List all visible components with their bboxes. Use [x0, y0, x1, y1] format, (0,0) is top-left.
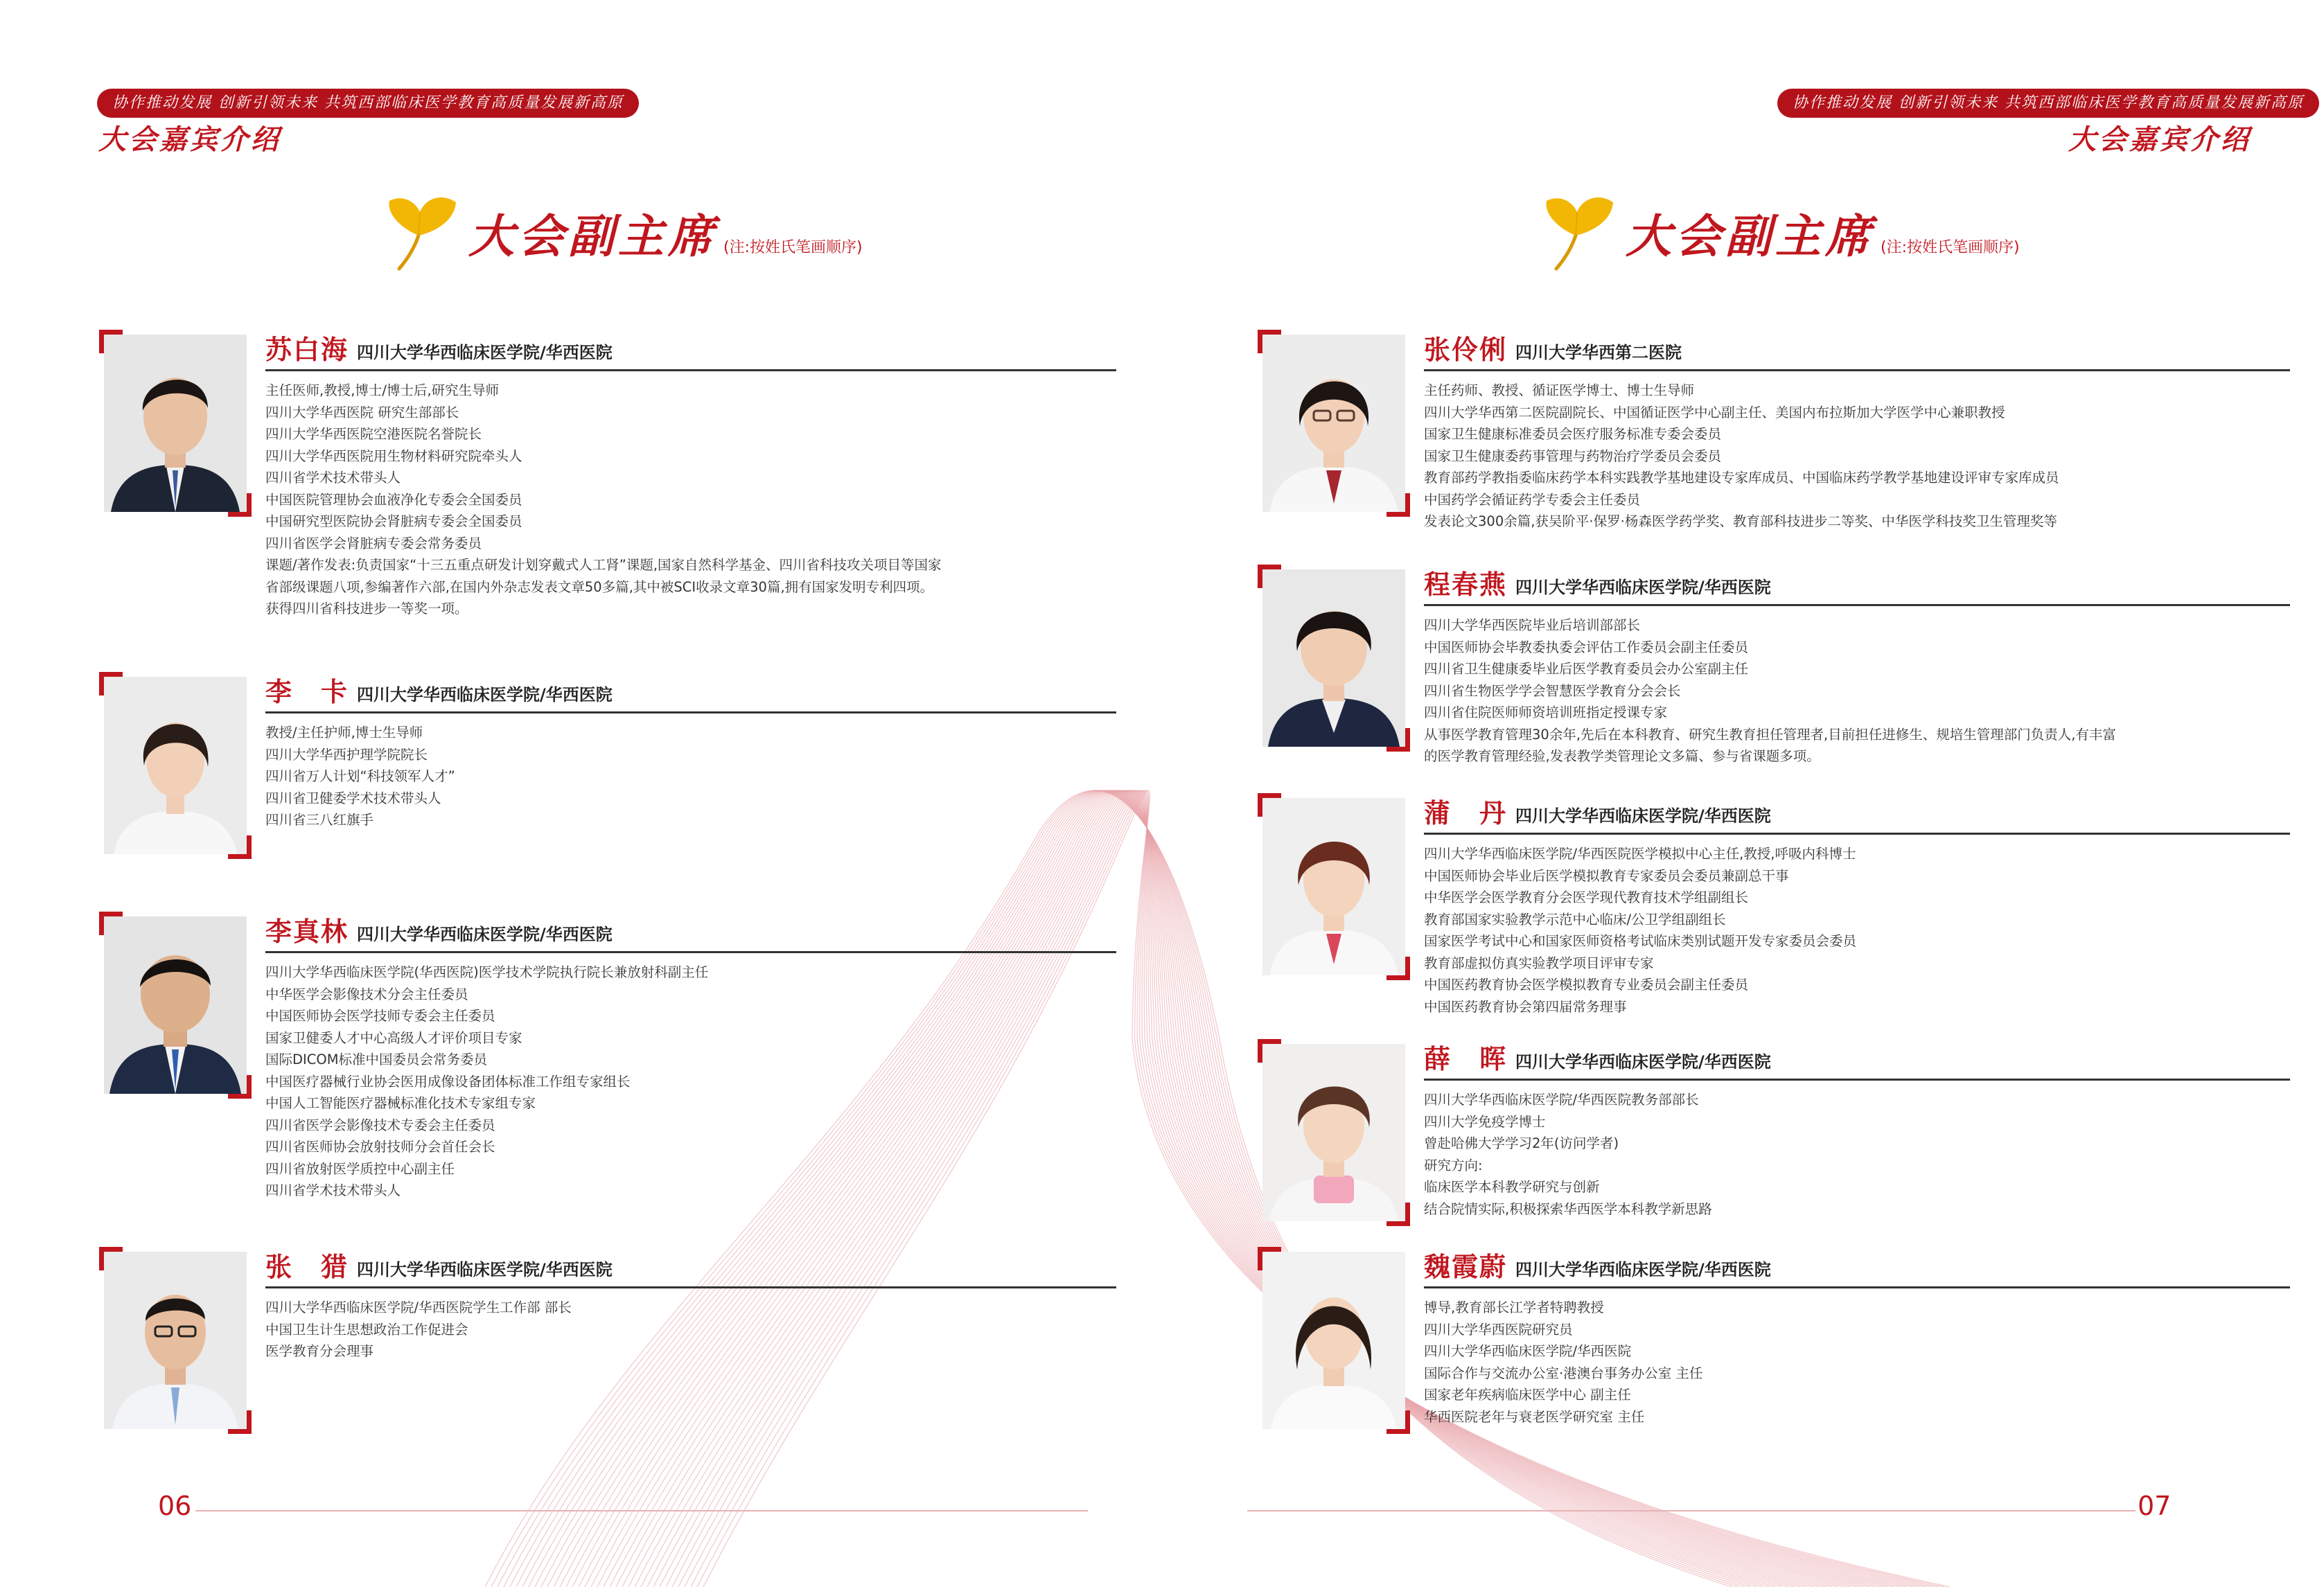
section-title-note: (注:按姓氏笔画顺序): [723, 238, 863, 256]
portrait-frame: [1258, 1247, 1410, 1434]
credential-line: 中华医学会医学教育分会医学现代教育技术学组副组长: [1424, 889, 1749, 905]
credential-line: 中国医师协会毕业后医学模拟教育专家委员会委员兼副总干事: [1424, 867, 1789, 884]
credential-line: 四川省住院医师师资培训班指定授课专家: [1424, 704, 1668, 720]
guest-affiliation: 四川大学华西临床医学院/华西医院: [357, 925, 613, 944]
credential-line: 中华医学会影像技术分会主任委员: [265, 986, 468, 1002]
guest-credentials: [1424, 1089, 2290, 1220]
page-number-right: 07: [2138, 1491, 2172, 1521]
credential-line: 主任药师、教授、循证医学博士、博士生导师: [1424, 382, 1695, 398]
portrait-photo: [104, 916, 247, 1094]
credential-line: 国家卫健委人才中心高级人才评价项目专家: [265, 1029, 522, 1046]
section-title-note: (注:按姓氏笔画顺序): [1881, 238, 2020, 256]
credential-line: 中国研究型医院协会肾脏病专委会全国委员: [265, 513, 522, 529]
credential-line: 曾赴哈佛大学学习2年(访问学者): [1424, 1135, 1619, 1151]
slogan-banner-left: 协作推动发展 创新引领未来 共筑西部临床医学教育高质量发展新高原: [97, 89, 639, 118]
credential-line: 四川省医师协会放射技师分会首任会长: [265, 1139, 495, 1155]
credential-line: 国家卫生健康委药事管理与药物治疗学委员会委员: [1424, 447, 1722, 464]
credential-line: 博导,教育部长江学者特聘教授: [1424, 1300, 1604, 1315]
guest-credentials: [265, 380, 1116, 620]
credential-line: 四川省放射医学质控中心副主任: [265, 1160, 455, 1177]
guest-name: 蒲 丹: [1424, 798, 1508, 828]
credential-line: 课题/著作发表:负责国家“十三五重点研发计划穿戴式人工肾”课题,国家自然科学基金、四川省科技攻关项目等国家: [265, 557, 942, 573]
guest-credentials: [265, 722, 1116, 831]
footer-rule-right: [1247, 1510, 2136, 1511]
credential-line: 中国卫生计生思想政治工作促进会: [265, 1321, 468, 1338]
guest-affiliation: 四川大学华西临床医学院/华西医院: [357, 685, 613, 704]
credential-line: 中国医师协会医学技师专委会主任委员: [265, 1008, 495, 1024]
credential-line: 四川大学华西医院空港医院名誉院长: [265, 426, 482, 442]
portrait-photo: [104, 677, 247, 854]
credential-line: 国际DICOM标准中国委员会常务委员: [265, 1052, 488, 1067]
portrait-frame: [99, 912, 252, 1099]
section-title-text: 大会副主席: [468, 209, 718, 263]
credential-line: 结合院情实际,积极探索华西医学本科教学新思路: [1424, 1200, 1712, 1217]
portrait-frame: [1258, 793, 1410, 980]
ginkgo-leaf-icon: [1531, 187, 1621, 277]
guest-affiliation: 四川大学华西临床医学院/华西医院: [1515, 578, 1771, 597]
portrait-photo: [104, 1252, 247, 1429]
section-title-right: [1531, 187, 2020, 277]
credential-line: 教育部虚拟仿真实验教学项目评审专家: [1424, 955, 1654, 971]
credential-line: 教育部药学教指委临床药学本科实践教学基地建设专家库成员、中国临床药学教学基地建设评审专家库成员: [1424, 470, 2059, 486]
credential-line: 四川省三八红旗手: [265, 812, 374, 828]
credential-line: 教授/主任护师,博士生导师: [265, 725, 423, 741]
credential-line: 四川省生物医学学会智慧医学教育分会会长: [1424, 682, 1681, 699]
page-header-right: 大会嘉宾介绍: [2068, 124, 2251, 156]
credential-line: 获得四川省科技进步一等奖一项。: [265, 601, 468, 617]
portrait-frame: [1258, 330, 1410, 517]
credential-line: 四川省万人计划“科技领军人才”: [265, 768, 455, 784]
guest-bio: [265, 912, 1116, 1202]
guest-affiliation: 四川大学华西第二医院: [1515, 343, 1682, 362]
guest-affiliation: 四川大学华西临床医学院/华西医院: [1515, 806, 1771, 826]
portrait-frame: [99, 1247, 252, 1434]
portrait-frame: [1258, 1039, 1410, 1226]
guest-name: 李真林: [265, 916, 349, 947]
credential-line: 四川大学华西护理学院院长: [265, 746, 428, 763]
credential-line: 四川大学华西医院研究员: [1424, 1321, 1573, 1338]
portrait-frame: [99, 672, 252, 859]
guest-credentials: [265, 961, 1116, 1202]
portrait-photo: [1262, 335, 1405, 512]
guest-affiliation: 四川大学华西临床医学院/华西医院: [357, 343, 613, 362]
credential-line: 四川省学术技术带头人: [265, 1182, 401, 1198]
guest-bio: [265, 330, 1116, 620]
credential-line: 发表论文300余篇,获吴阶平·保罗·杨森医学药学奖、教育部科技进步二等奖、中华医学科技奖卫生管理奖等: [1424, 513, 2057, 529]
credential-line: 四川大学免疫学博士: [1424, 1113, 1546, 1130]
credential-line: 四川大学华西医院 研究生部部长: [265, 404, 459, 420]
credential-line: 四川大学华西第二医院副院长、中国循证医学中心副主任、美国内布拉斯加大学医学中心兼职教授: [1424, 404, 2005, 420]
credential-line: 四川省卫生健康委毕业后医学教育委员会办公室副主任: [1424, 661, 1749, 677]
credential-line: 教育部国家实验教学示范中心临床/公卫学组副组长: [1424, 911, 1726, 928]
guest-name: 张 猎: [265, 1252, 349, 1282]
credential-line: 的医学教育管理经验,发表教学类管理论文多篇、参与省课题多项。: [1424, 748, 1820, 764]
credential-line: 临床医学本科教学研究与创新: [1424, 1179, 1600, 1195]
guest-name: 张伶俐: [1424, 335, 1508, 365]
portrait-photo: [1262, 1252, 1405, 1429]
credential-line: 中国医疗器械行业协会医用成像设备团体标准工作组专家组长: [265, 1073, 631, 1090]
credential-line: 四川大学华西临床医学院/华西医院医学模拟中心主任,教授,呼吸内科博士: [1424, 846, 1856, 862]
credential-line: 国际合作与交流办公室·港澳台事务办公室 主任: [1424, 1365, 1703, 1381]
credential-line: 研究方向:: [1424, 1157, 1483, 1173]
credential-line: 四川大学华西临床医学院/华西医院学生工作部 部长: [265, 1300, 572, 1315]
guest-name: 魏霞蔚: [1424, 1252, 1508, 1282]
guest-bio: [1424, 793, 2290, 1018]
guest-bio: [1424, 565, 2290, 768]
credential-line: 四川大学华西医院用生物材料研究院牵头人: [265, 447, 522, 464]
credential-line: 中国医院管理协会血液净化专委会全国委员: [265, 491, 522, 508]
guest-bio: [1424, 1247, 2290, 1428]
guest-credentials: [265, 1297, 1116, 1363]
credential-line: 四川大学华西临床医学院(华西医院)医学技术学院执行院长兼放射科副主任: [265, 964, 709, 980]
credential-line: 主任医师,教授,博士/博士后,研究生导师: [265, 382, 500, 398]
credential-line: 医学教育分会理事: [265, 1343, 374, 1359]
guest-credentials: [1424, 380, 2290, 533]
guest-bio: [1424, 1039, 2290, 1220]
credential-line: 四川省医学会肾脏病专委会常务委员: [265, 535, 482, 551]
section-title-text: 大会副主席: [1626, 209, 1875, 263]
credential-line: 中国医药教育协会第四届常务理事: [1424, 998, 1627, 1015]
credential-line: 中国人工智能医疗器械标准化技术专家组专家: [265, 1095, 536, 1111]
page-header-left: 大会嘉宾介绍: [98, 124, 281, 156]
guest-bio: [1424, 330, 2290, 533]
guest-affiliation: 四川大学华西临床医学院/华西医院: [357, 1260, 613, 1279]
guest-affiliation: 四川大学华西临床医学院/华西医院: [1515, 1052, 1771, 1072]
credential-line: 国家卫生健康标准委员会医疗服务标准专委会委员: [1424, 426, 1722, 442]
credential-line: 国家医学考试中心和国家医师资格考试临床类别试题开发专家委员会委员: [1424, 933, 1857, 949]
guest-credentials: [1424, 1297, 2290, 1428]
credential-line: 四川省学术技术带头人: [265, 470, 401, 486]
credential-line: 四川省卫健委学术技术带头人: [265, 790, 441, 806]
credential-line: 国家老年疾病临床医学中心 副主任: [1424, 1387, 1631, 1403]
footer-rule-left: [195, 1510, 1088, 1511]
ginkgo-leaf-icon: [374, 187, 464, 277]
page-number-left: 06: [158, 1491, 192, 1521]
credential-line: 省部级课题八项,参编著作六部,在国内外杂志发表文章50多篇,其中被SCI收录文章30篇,拥有国家发明专利四项。: [265, 578, 934, 595]
guest-name: 苏白海: [265, 335, 349, 365]
guest-credentials: [1424, 614, 2290, 768]
guest-name: 薛 晖: [1424, 1044, 1508, 1074]
portrait-photo: [1262, 569, 1405, 747]
portrait-frame: [99, 330, 252, 517]
guest-name: 程春燕: [1424, 569, 1508, 600]
portrait-photo: [1262, 798, 1405, 975]
guest-credentials: [1424, 843, 2290, 1018]
guest-bio: [265, 1247, 1116, 1363]
credential-line: 四川大学华西临床医学院/华西医院教务部部长: [1424, 1092, 1699, 1108]
guest-affiliation: 四川大学华西临床医学院/华西医院: [1515, 1260, 1771, 1279]
credential-line: 中国药学会循证药学专委会主任委员: [1424, 491, 1641, 508]
credential-line: 中国医师协会毕教委执委会评估工作委员会副主任委员: [1424, 639, 1749, 655]
credential-line: 四川大学华西医院毕业后培训部部长: [1424, 617, 1641, 633]
guest-name: 李 卡: [265, 677, 349, 707]
slogan-banner-right: 协作推动发展 创新引领未来 共筑西部临床医学教育高质量发展新高原: [1777, 89, 2319, 118]
portrait-frame: [1258, 565, 1410, 752]
credential-line: 从事医学教育管理30余年,先后在本科教育、研究生教育担任管理者,目前担任进修生、规培生管理部门负责人,有丰富: [1424, 726, 2116, 743]
guest-bio: [265, 672, 1116, 831]
portrait-photo: [1262, 1044, 1405, 1221]
credential-line: 四川大学华西临床医学院/华西医院: [1424, 1343, 1632, 1359]
credential-line: 中国医药教育协会医学模拟教育专业委员会副主任委员: [1424, 977, 1749, 993]
credential-line: 四川省医学会影像技术专委会主任委员: [265, 1117, 495, 1133]
credential-line: 华西医院老年与衰老医学研究室 主任: [1424, 1408, 1645, 1425]
portrait-photo: [104, 335, 247, 512]
section-title-left: [374, 187, 863, 277]
